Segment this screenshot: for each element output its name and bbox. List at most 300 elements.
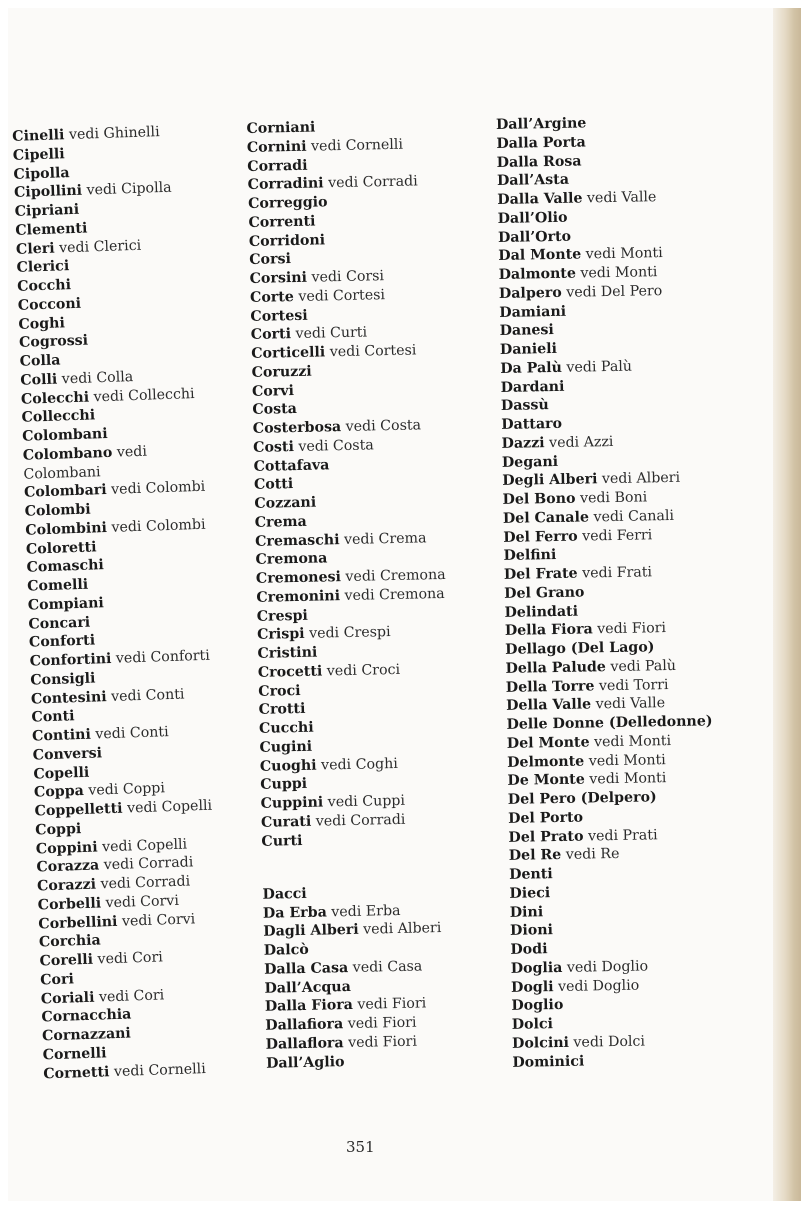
surname: Cucchi	[258, 719, 314, 737]
index-entry	[509, 865, 553, 884]
surname: Colombi	[24, 501, 91, 520]
index-entry	[250, 286, 385, 307]
surname: Dattaro	[501, 415, 563, 433]
surname: Doglia	[510, 959, 563, 977]
surname: Colli	[20, 371, 58, 389]
surname: Cornini	[246, 138, 307, 156]
surname: Cottafava	[253, 456, 330, 475]
cross-reference: vedi Croci	[326, 661, 401, 680]
surname: Delle Donne (Delledonne)	[506, 713, 713, 733]
cross-reference: vedi Cremona	[345, 566, 446, 585]
surname: Cipelli	[12, 145, 65, 164]
index-entry	[249, 250, 291, 269]
index-entry	[38, 910, 195, 933]
index-entry	[501, 433, 613, 453]
index-entry	[12, 123, 160, 146]
cross-reference: vedi Colombi	[110, 478, 206, 499]
index-entry	[263, 902, 401, 923]
cross-reference: vedi Costa	[345, 417, 422, 435]
surname: Cuppi	[260, 776, 308, 794]
surname: Cocchi	[16, 277, 72, 295]
index-entry	[508, 826, 657, 847]
index-entry	[22, 425, 108, 446]
surname: Cornelli	[42, 1045, 107, 1064]
index-entry	[255, 513, 307, 532]
surname: Cinelli	[12, 127, 65, 145]
index-entry	[23, 442, 148, 464]
surname: Confortini	[29, 650, 112, 670]
index-entry	[26, 538, 97, 558]
index-entry	[264, 957, 423, 978]
surname: Cremonesi	[255, 569, 342, 587]
index-entry	[496, 133, 586, 153]
cross-reference: vedi Monti	[589, 770, 667, 788]
cross-reference: vedi Doglio	[557, 977, 640, 995]
cross-reference: vedi Colombi	[111, 516, 206, 536]
surname: Corsini	[249, 269, 308, 287]
surname: Contini	[31, 726, 92, 745]
surname: Dalla Casa	[263, 959, 349, 978]
cross-reference: vedi	[116, 443, 148, 461]
surname: Cornetti	[43, 1063, 110, 1082]
surname: Corridoni	[248, 231, 326, 250]
index-entry	[501, 415, 562, 434]
index-entry	[512, 1052, 584, 1071]
cross-reference: vedi Cornelli	[310, 136, 404, 155]
surname: Dall’Olio	[497, 209, 568, 227]
surname: Dalla Valle	[497, 190, 583, 208]
surname: Colla	[19, 352, 61, 370]
index-entry	[31, 707, 75, 726]
index-entry	[13, 145, 65, 165]
index-entry	[19, 351, 60, 370]
cross-reference: vedi Palù	[566, 358, 633, 376]
index-entry	[260, 754, 398, 775]
index-entry	[250, 306, 308, 325]
index-entry	[508, 788, 657, 809]
cross-reference: vedi Costa	[298, 437, 374, 455]
index-entry	[255, 529, 427, 551]
surname: Corazza	[36, 857, 100, 876]
cross-reference: vedi Coppi	[88, 780, 166, 800]
index-entry	[502, 452, 558, 471]
surname: Cremaschi	[255, 531, 340, 550]
surname: Dolcini	[511, 1034, 570, 1052]
surname: Conversi	[32, 745, 103, 764]
index-entry	[510, 903, 544, 922]
index-entry	[262, 885, 307, 904]
index-entry	[33, 763, 89, 783]
index-entry	[500, 377, 564, 396]
surname: Degli Alberi	[502, 471, 598, 490]
index-entry	[256, 585, 445, 607]
index-entry	[506, 712, 712, 734]
cross-reference: vedi Cortesi	[298, 286, 386, 305]
index-entry	[32, 744, 102, 764]
cross-reference: vedi Cipolla	[86, 179, 172, 199]
surname: Coppelletti	[34, 800, 123, 820]
surname: Corazzi	[36, 876, 97, 895]
cross-reference: vedi Corradi	[315, 811, 406, 830]
index-entry	[499, 263, 658, 284]
surname: Curati	[260, 813, 312, 831]
surname: Dall’Acqua	[264, 978, 351, 997]
surname: Dardani	[500, 378, 565, 396]
surname: Corbellini	[38, 913, 118, 932]
cross-reference: vedi Crespi	[308, 624, 391, 643]
index-entry	[508, 808, 583, 827]
surname: Corte	[249, 288, 295, 306]
cross-reference: vedi Alberi	[601, 470, 681, 488]
cross-reference: vedi Casa	[352, 958, 423, 976]
surname: Crocetti	[257, 663, 323, 681]
index-entry	[507, 769, 666, 790]
cross-reference: vedi Coghi	[320, 755, 398, 774]
surname: Della Valle	[506, 696, 592, 715]
index-entry	[505, 657, 676, 678]
surname: Coppini	[35, 838, 98, 858]
index-entry	[500, 357, 632, 377]
index-entry	[265, 1014, 417, 1035]
index-entry	[503, 526, 652, 547]
index-entry	[253, 416, 422, 438]
surname: Corradi	[247, 157, 308, 175]
cross-reference: vedi Valle	[586, 189, 657, 207]
surname: Dacci	[262, 885, 307, 903]
surname: Del Re	[508, 847, 562, 865]
surname: Cornazzani	[41, 1025, 132, 1045]
index-entry	[506, 694, 665, 715]
index-entry	[247, 156, 308, 175]
surname: Comaschi	[26, 557, 105, 576]
surname: Dallaflora	[265, 1035, 344, 1053]
index-entry	[26, 556, 104, 577]
index-entry	[252, 400, 297, 419]
surname: Corticelli	[251, 344, 326, 362]
surname: Dallafiora	[265, 1016, 344, 1034]
surname: Dalmonte	[498, 265, 577, 283]
index-entry	[253, 456, 329, 476]
index-entry	[13, 164, 70, 184]
index-entry	[247, 135, 403, 156]
surname: Cuoghi	[259, 757, 317, 775]
cross-reference: vedi Cori	[97, 949, 164, 968]
surname: Dalcò	[263, 942, 309, 959]
surname: Delmonte	[507, 753, 585, 771]
index-entry	[18, 314, 65, 334]
index-entry	[497, 188, 656, 209]
surname: Corti	[250, 326, 292, 344]
cross-reference: vedi Dolci	[573, 1033, 646, 1051]
surname: Consigli	[30, 670, 96, 689]
index-column-3	[494, 8, 771, 1071]
surname: Dazzi	[501, 434, 545, 452]
cross-reference: vedi Monti	[593, 732, 672, 751]
index-entry	[246, 119, 315, 138]
surname: Danieli	[499, 340, 558, 358]
surname: Del Porto	[508, 809, 584, 827]
cross-reference: vedi Cremona	[344, 585, 445, 604]
surname: Del Canale	[502, 509, 590, 527]
surname: Del Prato	[508, 828, 584, 846]
index-entry	[511, 976, 639, 996]
cross-reference: vedi Clerici	[58, 237, 142, 256]
surname: Da Palù	[500, 359, 563, 377]
index-entry	[509, 845, 620, 865]
surname: Crispi	[256, 626, 305, 644]
index-entry	[249, 267, 384, 288]
cross-reference: vedi Cuppi	[327, 792, 406, 811]
cross-reference: vedi Cornelli	[113, 1060, 207, 1080]
index-entry	[265, 995, 427, 1016]
index-entry	[259, 737, 312, 756]
index-column-2	[244, 8, 525, 1072]
surname: Curti	[261, 832, 303, 850]
index-entry	[509, 884, 550, 903]
index-entry	[507, 732, 672, 753]
index-entry	[266, 1053, 345, 1073]
surname: Costi	[253, 438, 295, 456]
index-entry	[24, 501, 90, 521]
surname: Dagli Alberi	[263, 922, 359, 941]
cross-reference: vedi Corradi	[100, 873, 191, 893]
cross-reference: vedi Del Pero	[566, 282, 663, 301]
surname: Dini	[509, 903, 544, 921]
index-entry	[251, 324, 368, 344]
index-entry	[254, 494, 316, 513]
cross-reference: vedi Frati	[581, 564, 653, 582]
surname: Copelli	[33, 764, 90, 783]
surname: Colombini	[25, 519, 108, 539]
surname: Coruzzi	[251, 363, 312, 381]
index-entry	[32, 723, 169, 746]
surname: Cozzani	[254, 494, 317, 512]
index-entry	[19, 332, 89, 352]
surname: Conti	[31, 708, 75, 726]
index-entry	[506, 676, 669, 697]
index-entry	[266, 1033, 418, 1054]
surname: Dieci	[509, 884, 551, 902]
index-entry	[503, 546, 556, 565]
index-entry	[499, 302, 566, 321]
cross-reference: vedi Re	[565, 846, 620, 864]
index-entry	[498, 227, 571, 246]
surname: Della Torre	[505, 677, 595, 696]
index-entry	[258, 661, 400, 682]
surname: Dalla Rosa	[496, 152, 582, 171]
index-entry	[255, 550, 327, 569]
surname: Cipriani	[14, 201, 80, 220]
cross-reference: vedi Azzi	[548, 433, 614, 451]
index-entry	[497, 152, 582, 171]
surname: Dioni	[509, 922, 554, 940]
surname: Dogli	[510, 978, 554, 996]
surname: Comelli	[26, 576, 89, 595]
index-entry	[253, 436, 374, 457]
cross-reference: vedi Cori	[98, 986, 165, 1006]
index-entry	[14, 179, 172, 202]
index-entry	[499, 282, 663, 303]
index-entry	[28, 594, 105, 615]
cross-reference: vedi Monti	[588, 751, 666, 769]
index-entry	[502, 488, 647, 509]
index-entry	[264, 941, 309, 960]
surname: Dall’Orto	[497, 228, 572, 246]
index-entry	[504, 583, 585, 602]
page-edge-shadow	[773, 8, 801, 1201]
index-entry	[39, 948, 163, 970]
surname: Damiani	[499, 303, 567, 321]
entry-continuation: Colombani	[23, 463, 101, 483]
cross-reference: vedi Monti	[580, 264, 658, 282]
surname: Coriali	[40, 989, 95, 1007]
surname: Clerici	[16, 258, 70, 277]
index-entry	[261, 811, 406, 832]
surname: Corsi	[249, 251, 292, 269]
cross-reference: vedi Conti	[110, 686, 185, 705]
index-entry	[257, 606, 308, 625]
surname: Del Pero (Delpero)	[507, 789, 657, 808]
cross-reference: vedi Fiori	[357, 995, 427, 1014]
surname: Collecchi	[21, 407, 96, 427]
index-entry	[504, 602, 578, 621]
surname: Dominici	[512, 1053, 585, 1071]
surname: Clementi	[15, 220, 88, 239]
surname: Della Palude	[505, 658, 607, 677]
cross-reference: vedi Torri	[598, 676, 669, 694]
surname: Correnti	[248, 213, 316, 231]
index-entry	[41, 986, 165, 1008]
surname: Del Ferro	[503, 528, 578, 546]
index-entry	[264, 978, 351, 998]
surname: Cremona	[255, 550, 328, 569]
surname: Cotti	[253, 476, 294, 494]
surname: Correggio	[247, 194, 328, 212]
surname: Crespi	[256, 607, 308, 625]
index-entry	[503, 507, 674, 528]
surname: Cipollini	[13, 182, 83, 202]
cross-reference: vedi Monti	[585, 245, 663, 263]
surname: Cipolla	[13, 164, 70, 183]
surname: Dalpero	[498, 284, 562, 302]
surname: Coppi	[35, 820, 82, 839]
surname: Cornacchia	[41, 1006, 132, 1026]
surname: Cremonini	[256, 587, 341, 606]
index-entry	[252, 382, 294, 401]
index-entry	[511, 957, 649, 977]
surname: Cori	[39, 971, 75, 989]
surname: Corradini	[247, 175, 324, 194]
index-entry	[35, 820, 82, 840]
index-entry	[251, 341, 417, 362]
index-entry	[261, 831, 302, 850]
surname: Degani	[501, 453, 559, 471]
index-entry	[258, 681, 301, 700]
surname: Corelli	[39, 951, 94, 970]
surname: Cortesi	[250, 307, 308, 325]
index-entry	[30, 669, 96, 689]
surname: Della Fiora	[504, 621, 593, 640]
surname: Cogrossi	[18, 332, 89, 352]
index-entry	[14, 201, 79, 221]
index-entry	[257, 644, 317, 663]
cross-reference: vedi Curti	[295, 324, 368, 343]
cross-reference: vedi Conti	[95, 724, 169, 743]
surname: Corvi	[251, 382, 295, 400]
index-entry	[498, 209, 568, 228]
index-entry	[510, 940, 547, 959]
surname: Crema	[254, 513, 307, 531]
index-entry	[248, 173, 418, 195]
cross-reference: vedi Valle	[595, 695, 666, 713]
index-entry	[248, 193, 328, 213]
index-entry	[259, 719, 314, 738]
surname: Del Grano	[504, 584, 585, 602]
index-entry	[512, 1015, 553, 1034]
index-entry	[39, 932, 101, 952]
index-entry	[42, 1024, 131, 1045]
surname: Compiani	[27, 594, 105, 614]
surname: Dalla Porta	[496, 134, 586, 152]
surname: Coghi	[18, 314, 66, 333]
surname: Coppa	[33, 783, 85, 801]
cross-reference: vedi Canali	[593, 507, 675, 526]
cross-reference: vedi Collecchi	[93, 385, 195, 405]
index-entry	[41, 1006, 131, 1027]
cross-reference: vedi Fiori	[347, 1014, 417, 1033]
surname: Concari	[28, 614, 91, 633]
surname: Conforti	[28, 632, 96, 651]
cross-reference: vedi Corvi	[121, 910, 196, 930]
cross-reference: vedi Conforti	[115, 647, 211, 667]
surname: Del Frate	[503, 565, 578, 583]
surname: Crotti	[258, 701, 306, 719]
index-entry	[31, 685, 185, 708]
surname: Delindati	[504, 603, 579, 621]
index-entry	[23, 463, 101, 484]
index-entry	[27, 576, 89, 596]
index-entry	[18, 294, 82, 314]
surname: Colombani	[21, 425, 108, 445]
book-page	[8, 8, 801, 1201]
cross-reference: vedi Colla	[61, 368, 134, 388]
index-entry	[507, 751, 666, 772]
surname: Dolci	[511, 1016, 554, 1033]
cross-reference: vedi Copelli	[126, 797, 213, 817]
surname: Colombari	[23, 482, 107, 501]
cross-reference: vedi Ferri	[582, 526, 653, 545]
index-entry	[511, 996, 563, 1015]
surname: Costerbosa	[252, 419, 342, 437]
surname: Del Monte	[506, 734, 590, 752]
cross-reference: vedi Corsi	[311, 268, 385, 286]
cross-reference: vedi Copelli	[101, 836, 188, 855]
index-entry	[248, 212, 315, 231]
cross-reference: vedi Corradi	[103, 854, 194, 874]
index-entry	[28, 613, 90, 633]
index-entry	[497, 171, 569, 190]
surname: Cocconi	[17, 295, 82, 314]
cross-reference: vedi Palù	[610, 657, 677, 675]
index-entry	[40, 970, 74, 989]
surname: Cuppini	[260, 794, 324, 812]
index-entry	[498, 244, 663, 265]
surname: Dalla Fiora	[264, 997, 354, 1016]
surname: Cleri	[15, 240, 55, 258]
surname: Dassù	[500, 397, 549, 415]
surname: Delfini	[503, 547, 557, 565]
cross-reference: vedi Ghinelli	[68, 124, 160, 144]
